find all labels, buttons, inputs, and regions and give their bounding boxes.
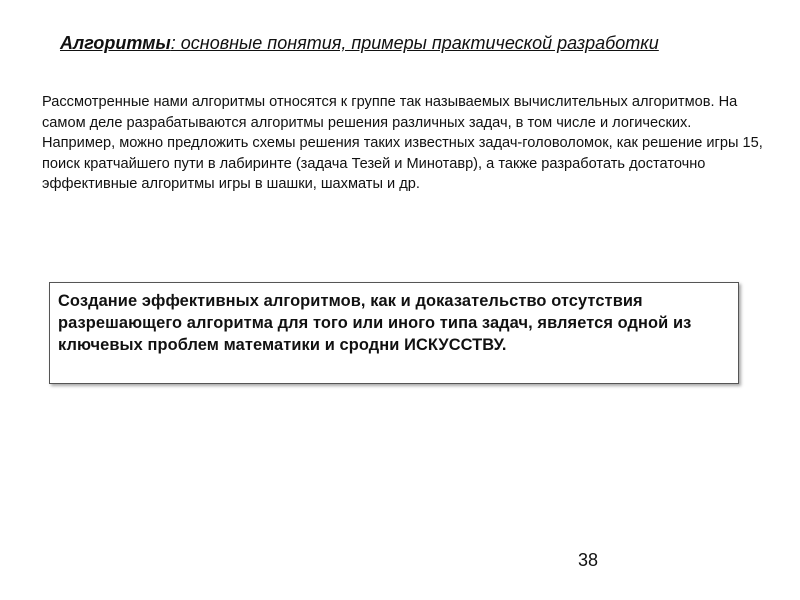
callout-box [49,282,739,384]
callout-text: Создание эффективных алгоритмов, как и доказательство отсутствия разрешающего алгоритма для того или иного типа задач, является одной из ключевых проблем математики и сродни ИСКУССТВУ. [58,292,692,354]
slide-title-main: Алгоритмы [60,33,171,53]
page-number: 38 [578,550,599,570]
slide-title [60,33,760,54]
body-paragraph: Рассмотренные нами алгоритмы относятся к группе так называемых вычислительных алгоритмов. На самом деле разрабатываются алгоритмы решения различных задач, в том числе и логических. Например, можно предложить схемы решения таких известных задач-головоломок, как решение игры 15, поиск кратчайшего пути в лабиринте (задача Тезей и Минотавр), а также разработать достаточно эффективные алгоритмы игры в шашки, шахматы и др. [42,94,763,192]
slide-title-subtitle: : основные понятия, примеры практической разработки [170,33,659,53]
